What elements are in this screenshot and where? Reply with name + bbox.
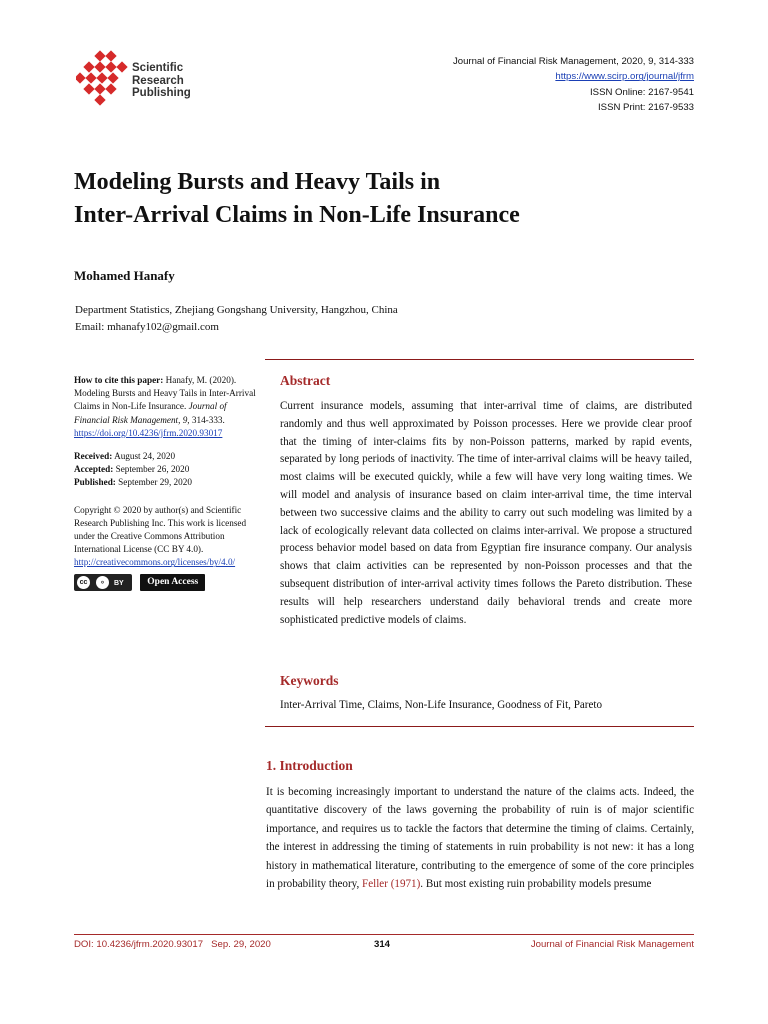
doi-link[interactable]: https://doi.org/10.4236/jfrm.2020.93017	[74, 427, 223, 438]
footer-doi: DOI: 10.4236/jfrm.2020.93017	[74, 939, 204, 950]
title-line-2: Inter-Arrival Claims in Non-Life Insurance	[74, 202, 520, 228]
by-label: BY	[114, 579, 124, 587]
cite-pages: 314-333.	[191, 414, 225, 425]
license-link[interactable]: http://creativecommons.org/licenses/by/4.0/	[74, 557, 236, 568]
page-number: 314	[374, 939, 391, 950]
published-label: Published:	[74, 477, 116, 488]
intro-heading: 1. Introduction	[266, 758, 353, 773]
title-line-1: Modeling Bursts and Heavy Tails in	[74, 169, 441, 195]
abstract-bottom-rule	[265, 726, 694, 727]
cite-block	[74, 374, 264, 440]
footer-journal: Journal of Financial Risk Management	[530, 939, 694, 950]
sidebar	[74, 374, 264, 591]
keywords-heading: Keywords	[280, 673, 339, 688]
footer-rule	[74, 934, 694, 935]
cite-text: Hanafy, M. (2020). Modeling Bursts and Heavy Tails in Inter-Arrival Claims in Non-Life Insurance.	[74, 375, 256, 412]
email: Email: mhanafy102@gmail.com	[75, 320, 219, 333]
issn-print: ISSN Print: 2167-9533	[598, 102, 694, 114]
publisher-line-3: Publishing	[132, 87, 191, 99]
accepted-date: September 26, 2020	[115, 464, 190, 475]
intro-text-a: It is becoming increasingly important to understand the nature of the claims acts. Indeed, the quantitative discovery of the laws governing the probability of ruin is of major scientific importance, and requires us to tackle the factors that determine the timing of claims. Certainly, the interest in addressing the timing of statements in ruin probability is not new: it has a long history in mathematical literature, contributing to the emergence of some of the core principles in probability theory,	[266, 786, 694, 891]
journal-info	[453, 54, 694, 116]
affiliation-block	[75, 302, 398, 335]
cite-label: How to cite this paper:	[74, 375, 164, 385]
issn-online: ISSN Online: 2167-9541	[590, 86, 694, 98]
paper-title	[74, 166, 694, 232]
received-date: August 24, 2020	[114, 451, 176, 462]
cc-icon: cc	[77, 576, 90, 589]
published-date: September 29, 2020	[118, 477, 192, 488]
footer-doi-date	[74, 939, 271, 950]
publisher-name	[132, 62, 191, 100]
author-name: Mohamed Hanafy	[74, 268, 175, 283]
affiliation: Department Statistics, Zhejiang Gongshang University, Hangzhou, China	[75, 304, 398, 316]
cite-journal: Journal of Financial Risk Management, 9,	[74, 401, 227, 425]
received-label: Received:	[74, 451, 113, 462]
footer	[74, 939, 694, 953]
keywords-body: Inter-Arrival Time, Claims, Non-Life Insurance, Goodness of Fit, Pareto	[280, 699, 603, 711]
accepted-label: Accepted:	[74, 464, 114, 475]
journal-citation: Journal of Financial Risk Management, 2020, 9, 314-333	[452, 56, 694, 67]
intro-body	[266, 783, 694, 893]
footer-date: Sep. 29, 2020	[211, 939, 271, 950]
publisher-line-2: Research	[132, 74, 184, 87]
abstract-heading: Abstract	[280, 373, 331, 388]
dates-block	[74, 450, 264, 490]
journal-url-link[interactable]: https://www.scirp.org/journal/jfrm	[555, 71, 694, 83]
copyright-text: Copyright © 2020 by author(s) and Scientific Research Publishing Inc. This work is licensed under the Creative Commons Attribution International License (CC BY 4.0).	[74, 504, 247, 555]
person-icon: ⚬	[96, 576, 109, 589]
abstract-top-rule	[265, 359, 694, 360]
cc-by-badge[interactable]	[74, 574, 132, 591]
copyright-block	[74, 504, 264, 570]
license-badges	[74, 574, 264, 591]
intro-text-b: . But most existing ruin probability models presume	[420, 878, 652, 891]
publisher-line-1: Scientific	[132, 62, 184, 74]
feller-citation-link[interactable]: Feller (1971)	[362, 878, 421, 891]
open-access-badge: Open Access	[140, 574, 205, 591]
abstract-body: Current insurance models, assuming that inter-arrival time of claims, are distributed randomly and thus well approximated by Poisson processes. Here we provide clear proof that the timing of inter-claims fits by non-Poisson patterns, marked by rapid events, separated by long periods of inactivity. The time of inter-arrival claims will be heavy tailed, most claims will be executed quickly, while a few will have very long waiting times. We will model and analysis of insurance based on claim inter-arrival time, the time interval between two successive claims and the ability to carry out such modeling was limited by a lack of ecologically relevant data collected on claims inter-arrival. We propose a structured process behavior model based on data from Egyptian fire insurance company. Our analysis shows that claim activities can be represented by non-Poisson processes and that the subsequent distribution of inter-arrival activity times follows the Pareto distribution. These results will help researchers understand daily behavioral trends and create more sophisticated predictive models of claims.	[280, 400, 692, 626]
